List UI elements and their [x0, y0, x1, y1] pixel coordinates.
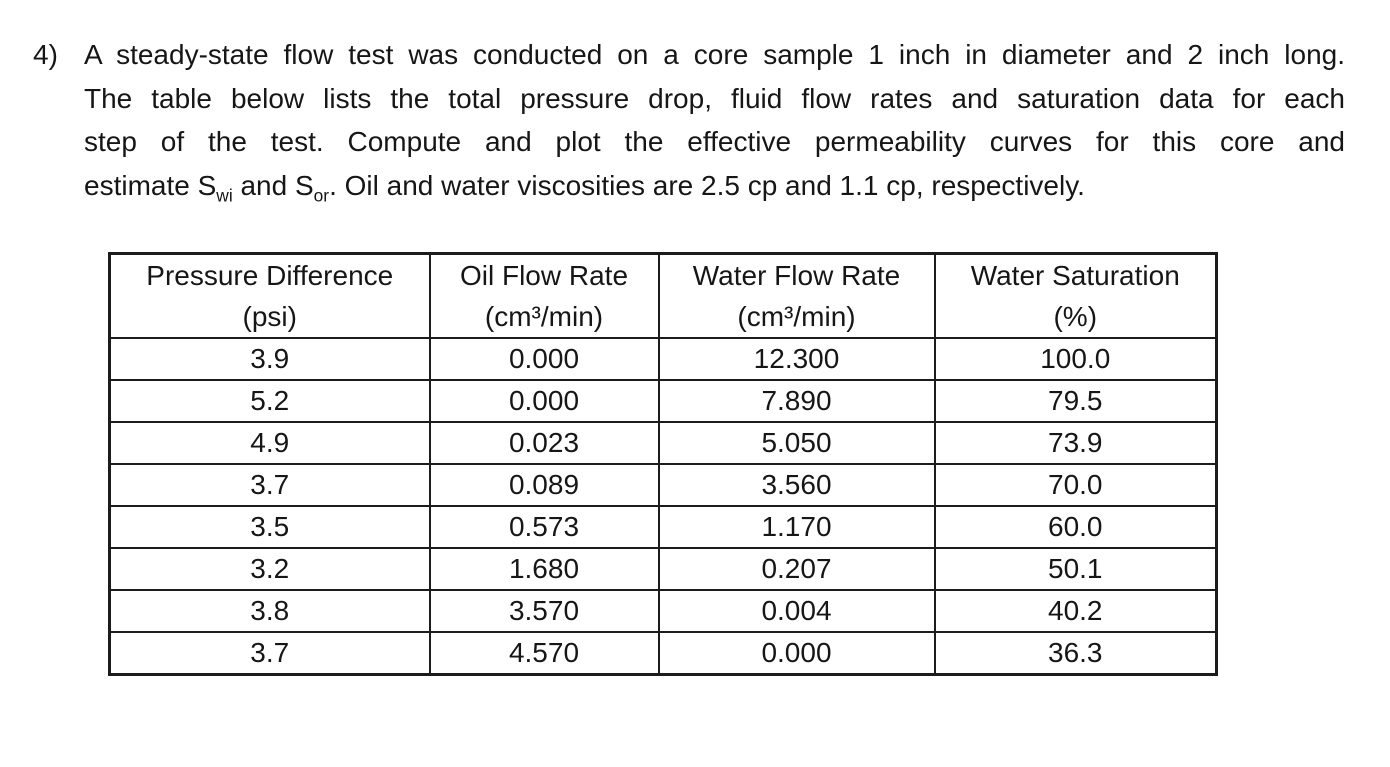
table-row — [110, 632, 1217, 675]
table-cell: 3.570 — [430, 590, 659, 632]
table-cell: 73.9 — [935, 422, 1217, 464]
table-cell: 50.1 — [935, 548, 1217, 590]
column-label: Water Flow Rate — [692, 260, 901, 291]
table-cell: 0.000 — [430, 380, 659, 422]
table-row — [110, 590, 1217, 632]
line-text: . Oil and water viscosities are 2.5 cp and 1.1 cp, respectively. — [329, 169, 1085, 201]
table-cell: 36.3 — [935, 632, 1217, 675]
table-cell: 0.000 — [659, 632, 935, 675]
table-row — [110, 506, 1217, 548]
table-cell: 79.5 — [935, 380, 1217, 422]
table-cell: 3.7 — [110, 464, 430, 506]
table-cell: 7.890 — [659, 380, 935, 422]
table-cell: 40.2 — [935, 590, 1217, 632]
table-cell: 0.089 — [430, 464, 659, 506]
column-header — [110, 254, 430, 339]
column-unit: (cm³/min) — [484, 301, 604, 332]
table-cell: 4.9 — [110, 422, 430, 464]
column-unit: (%) — [1053, 301, 1098, 332]
problem-statement — [84, 33, 1345, 207]
table-cell: 0.004 — [659, 590, 935, 632]
table-cell: 3.8 — [110, 590, 430, 632]
table-cell: 12.300 — [659, 338, 935, 380]
flow-test-table — [108, 252, 1218, 676]
problem-line-2: The table below lists the total pressure drop, fluid flow rates and saturation data for each — [84, 82, 1345, 114]
table-row — [110, 422, 1217, 464]
column-unit: (cm³/min) — [737, 301, 856, 332]
subscript-text: or — [313, 185, 330, 206]
table-cell: 3.2 — [110, 548, 430, 590]
table-cell: 5.2 — [110, 380, 430, 422]
table-cell: 4.570 — [430, 632, 659, 675]
subscript-text: wi — [216, 185, 233, 206]
line-text: estimate S — [84, 169, 217, 201]
table-cell: 0.573 — [430, 506, 659, 548]
table-cell: 0.023 — [430, 422, 659, 464]
table-cell: 3.9 — [110, 338, 430, 380]
table-cell: 3.560 — [659, 464, 935, 506]
column-header — [935, 254, 1217, 339]
problem-line-4 — [84, 164, 1345, 208]
table-header — [110, 254, 1217, 339]
problem-number: 4) — [33, 39, 58, 70]
table-row — [110, 380, 1217, 422]
table-cell: 3.7 — [110, 632, 430, 675]
problem-line-1: A steady-state flow test was conducted on a core sample 1 inch in diameter and 2 inch long. — [84, 39, 1345, 70]
table-cell: 0.000 — [430, 338, 659, 380]
table-row — [110, 548, 1217, 590]
column-label: Pressure Difference — [146, 260, 394, 291]
problem-4 — [0, 0, 1390, 207]
table-cell: 100.0 — [935, 338, 1217, 380]
table-cell: 1.170 — [659, 506, 935, 548]
table-cell: 60.0 — [935, 506, 1217, 548]
line-text: and S — [232, 169, 314, 201]
problem-line-3: step of the test. Compute and plot the effective permeability curves for this core and — [84, 126, 1345, 157]
column-header — [659, 254, 935, 339]
column-label: Oil Flow Rate — [459, 260, 629, 291]
table-cell: 0.207 — [659, 548, 935, 590]
table-cell: 3.5 — [110, 506, 430, 548]
table-row — [110, 464, 1217, 506]
table-cell: 5.050 — [659, 422, 935, 464]
table-cell: 1.680 — [430, 548, 659, 590]
table-body — [110, 338, 1217, 675]
column-header — [430, 254, 659, 339]
table-row — [110, 338, 1217, 380]
table-cell: 70.0 — [935, 464, 1217, 506]
column-unit: (psi) — [242, 301, 297, 332]
column-label: Water Saturation — [970, 260, 1180, 291]
